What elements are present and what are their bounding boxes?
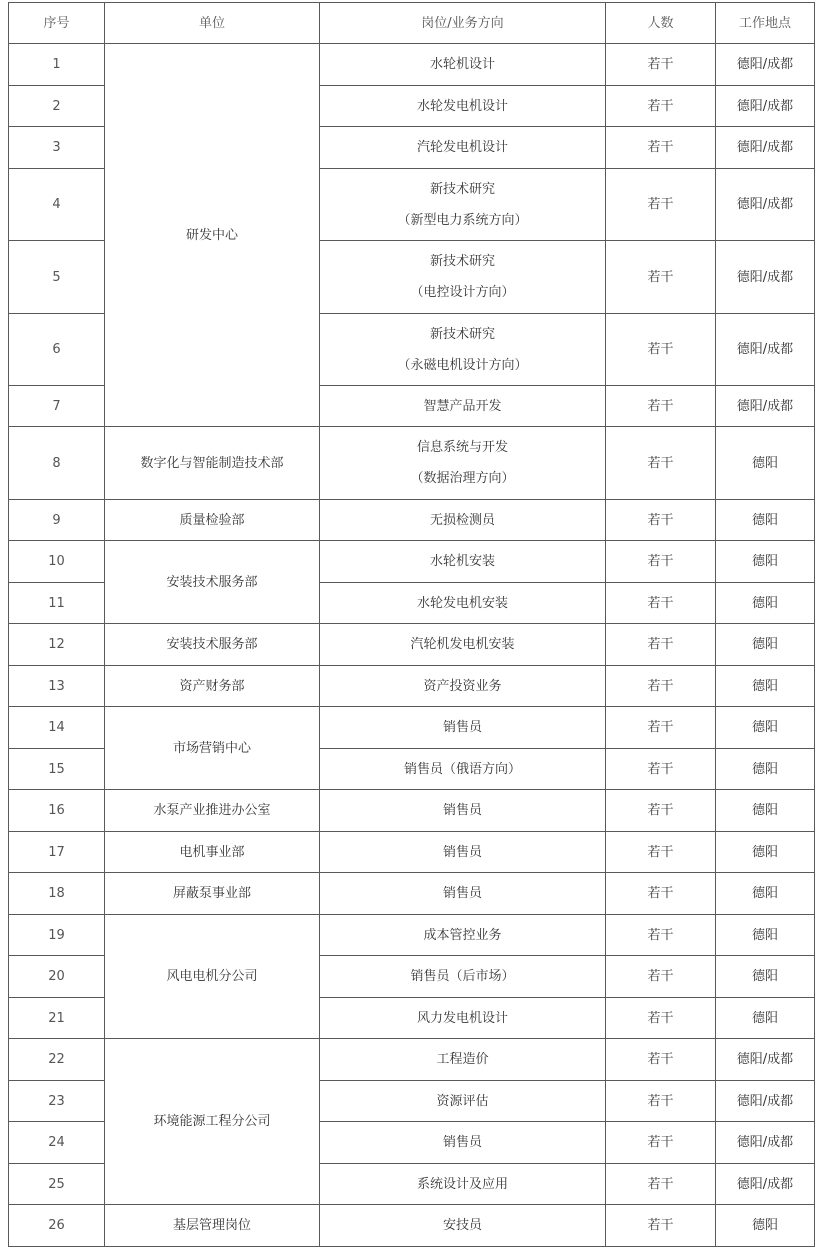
cell-job (320, 541, 606, 583)
cell-place: 德阳 (716, 666, 815, 707)
cell-job (320, 86, 606, 127)
cell-count: 若干 (606, 1205, 716, 1247)
cell-place: 德阳 (716, 998, 815, 1039)
cell-count: 若干 (606, 500, 716, 541)
cell-place: 德阳/成都 (716, 44, 815, 86)
cell-job-line: 无损检测员 (429, 512, 495, 528)
cell-job-line: （新型电力系统方向） (397, 212, 528, 228)
cell-job-line: 销售员 (442, 803, 482, 818)
cell-count: 若干 (606, 666, 716, 707)
cell-unit: 质量检验部 (105, 500, 320, 541)
cell-count: 若干 (606, 1081, 716, 1122)
cell-count: 若干 (606, 956, 716, 998)
cell-job-line: 汽轮机发电机安装 (410, 637, 515, 652)
header-row (9, 3, 815, 44)
cell-no: 1 (9, 44, 105, 86)
cell-place: 德阳/成都 (716, 314, 815, 386)
cell-job-line: 新技术研究 (429, 181, 495, 197)
cell-unit: 水泵产业推进办公室 (105, 790, 320, 832)
cell-count: 若干 (606, 998, 716, 1039)
cell-count: 若干 (606, 1039, 716, 1081)
cell-job-line: 水轮发电机设计 (416, 98, 508, 114)
table-row (9, 624, 815, 666)
cell-count: 若干 (606, 790, 716, 832)
cell-place: 德阳 (716, 832, 815, 873)
cell-no: 25 (9, 1164, 105, 1205)
cell-job (320, 1205, 606, 1247)
cell-no: 7 (9, 386, 105, 427)
cell-job (320, 832, 606, 873)
cell-job-line: 智慧产品开发 (423, 398, 502, 414)
cell-unit: 数字化与智能制造技术部 (105, 427, 320, 500)
cell-no: 16 (9, 790, 105, 832)
cell-place: 德阳 (716, 749, 815, 790)
cell-job (320, 44, 606, 86)
cell-job (320, 873, 606, 915)
cell-job (320, 241, 606, 314)
cell-unit: 电机事业部 (105, 832, 320, 873)
cell-count: 若干 (606, 541, 716, 583)
header-count: 人数 (606, 3, 716, 44)
cell-no: 12 (9, 624, 105, 666)
cell-count: 若干 (606, 44, 716, 86)
cell-unit: 市场营销中心 (105, 707, 320, 790)
cell-place: 德阳/成都 (716, 1081, 815, 1122)
header-unit: 单位 (105, 3, 320, 44)
table-row (9, 427, 815, 500)
cell-count: 若干 (606, 624, 716, 666)
cell-no: 9 (9, 500, 105, 541)
cell-job (320, 666, 606, 707)
table-row (9, 500, 815, 541)
cell-job-line: （永磁电机设计方向） (397, 357, 528, 373)
cell-place: 德阳/成都 (716, 1164, 815, 1205)
cell-no: 22 (9, 1039, 105, 1081)
cell-count: 若干 (606, 915, 716, 956)
cell-place: 德阳/成都 (716, 127, 815, 169)
cell-job-line: 系统设计及应用 (416, 1176, 508, 1192)
cell-job (320, 386, 606, 427)
cell-count: 若干 (606, 386, 716, 427)
cell-job-line: 销售员 (442, 886, 482, 901)
header-job: 岗位/业务方向 (320, 3, 606, 44)
cell-count: 若干 (606, 749, 716, 790)
cell-no: 4 (9, 169, 105, 241)
header-place: 工作地点 (716, 3, 815, 44)
cell-job (320, 790, 606, 832)
table-row (9, 541, 815, 583)
table-row (9, 666, 815, 707)
cell-no: 20 (9, 956, 105, 998)
cell-unit: 研发中心 (105, 44, 320, 427)
cell-job-line: 销售员（后市场） (410, 969, 515, 984)
table-row (9, 790, 815, 832)
cell-job-line: （电控设计方向） (410, 285, 515, 300)
cell-place: 德阳 (716, 790, 815, 832)
cell-no: 15 (9, 749, 105, 790)
cell-place: 德阳/成都 (716, 386, 815, 427)
cell-place: 德阳 (716, 915, 815, 956)
cell-job-line: （数据治理方向） (410, 471, 515, 486)
cell-place: 德阳 (716, 500, 815, 541)
cell-job (320, 583, 606, 624)
cell-place: 德阳/成都 (716, 86, 815, 127)
cell-no: 21 (9, 998, 105, 1039)
cell-job (320, 1081, 606, 1122)
cell-job-line: 销售员 (442, 844, 482, 860)
cell-unit: 安装技术服务部 (105, 541, 320, 624)
cell-job-line: 新技术研究 (429, 326, 495, 342)
cell-no: 13 (9, 666, 105, 707)
cell-no: 6 (9, 314, 105, 386)
cell-place: 德阳 (716, 541, 815, 583)
cell-place: 德阳 (716, 427, 815, 500)
cell-unit: 屏蔽泵事业部 (105, 873, 320, 915)
cell-no: 5 (9, 241, 105, 314)
table-row (9, 44, 815, 86)
cell-job-line: 销售员 (442, 720, 482, 735)
cell-job (320, 707, 606, 749)
cell-job-line: 资源评估 (436, 1093, 489, 1109)
cell-job-line: 销售员 (442, 1135, 482, 1150)
cell-count: 若干 (606, 1164, 716, 1205)
cell-place: 德阳/成都 (716, 241, 815, 314)
cell-no: 19 (9, 915, 105, 956)
cell-job (320, 749, 606, 790)
cell-job-line: 水轮发电机安装 (416, 595, 508, 611)
cell-job-line: 成本管控业务 (423, 927, 502, 943)
cell-no: 3 (9, 127, 105, 169)
cell-place: 德阳 (716, 583, 815, 624)
cell-job-line: 安技员 (442, 1218, 482, 1233)
cell-count: 若干 (606, 583, 716, 624)
cell-job-line: 信息系统与开发 (416, 440, 508, 455)
cell-unit: 环境能源工程分公司 (105, 1039, 320, 1205)
table-row (9, 1039, 815, 1081)
cell-unit: 风电电机分公司 (105, 915, 320, 1039)
table-row (9, 915, 815, 956)
cell-count: 若干 (606, 427, 716, 500)
cell-no: 14 (9, 707, 105, 749)
cell-job (320, 169, 606, 241)
cell-place: 德阳 (716, 1205, 815, 1247)
cell-unit: 基层管理岗位 (105, 1205, 320, 1247)
table-body (9, 44, 815, 1247)
cell-no: 26 (9, 1205, 105, 1247)
cell-place: 德阳 (716, 624, 815, 666)
cell-place: 德阳/成都 (716, 169, 815, 241)
cell-job (320, 500, 606, 541)
cell-job (320, 1039, 606, 1081)
cell-job-line: 销售员（俄语方向） (403, 761, 521, 777)
cell-unit: 安装技术服务部 (105, 624, 320, 666)
cell-job-line: 水轮机安装 (429, 554, 495, 569)
cell-place: 德阳/成都 (716, 1039, 815, 1081)
cell-job (320, 915, 606, 956)
cell-no: 11 (9, 583, 105, 624)
cell-job-line: 水轮机设计 (429, 57, 495, 72)
cell-job (320, 127, 606, 169)
cell-job (320, 314, 606, 386)
cell-unit: 资产财务部 (105, 666, 320, 707)
job-table (8, 2, 815, 1247)
table-row (9, 873, 815, 915)
header-no: 序号 (9, 3, 105, 44)
cell-no: 23 (9, 1081, 105, 1122)
cell-job (320, 998, 606, 1039)
cell-job (320, 956, 606, 998)
cell-job-line: 工程造价 (436, 1052, 489, 1067)
cell-job (320, 1164, 606, 1205)
cell-job-line: 风力发电机设计 (416, 1010, 508, 1026)
cell-job (320, 427, 606, 500)
cell-count: 若干 (606, 127, 716, 169)
cell-place: 德阳/成都 (716, 1122, 815, 1164)
cell-no: 10 (9, 541, 105, 583)
cell-job (320, 624, 606, 666)
cell-place: 德阳 (716, 956, 815, 998)
cell-job (320, 1122, 606, 1164)
table-row (9, 1205, 815, 1247)
cell-count: 若干 (606, 832, 716, 873)
cell-place: 德阳 (716, 873, 815, 915)
cell-count: 若干 (606, 1122, 716, 1164)
cell-job-line: 新技术研究 (429, 254, 495, 269)
cell-no: 8 (9, 427, 105, 500)
table-row (9, 707, 815, 749)
cell-no: 24 (9, 1122, 105, 1164)
cell-no: 2 (9, 86, 105, 127)
cell-count: 若干 (606, 86, 716, 127)
cell-count: 若干 (606, 169, 716, 241)
cell-job-line: 资产投资业务 (423, 678, 502, 694)
cell-count: 若干 (606, 707, 716, 749)
table-row (9, 832, 815, 873)
cell-no: 17 (9, 832, 105, 873)
cell-count: 若干 (606, 314, 716, 386)
cell-place: 德阳 (716, 707, 815, 749)
cell-count: 若干 (606, 873, 716, 915)
cell-count: 若干 (606, 241, 716, 314)
cell-no: 18 (9, 873, 105, 915)
cell-job-line: 汽轮发电机设计 (416, 140, 508, 155)
